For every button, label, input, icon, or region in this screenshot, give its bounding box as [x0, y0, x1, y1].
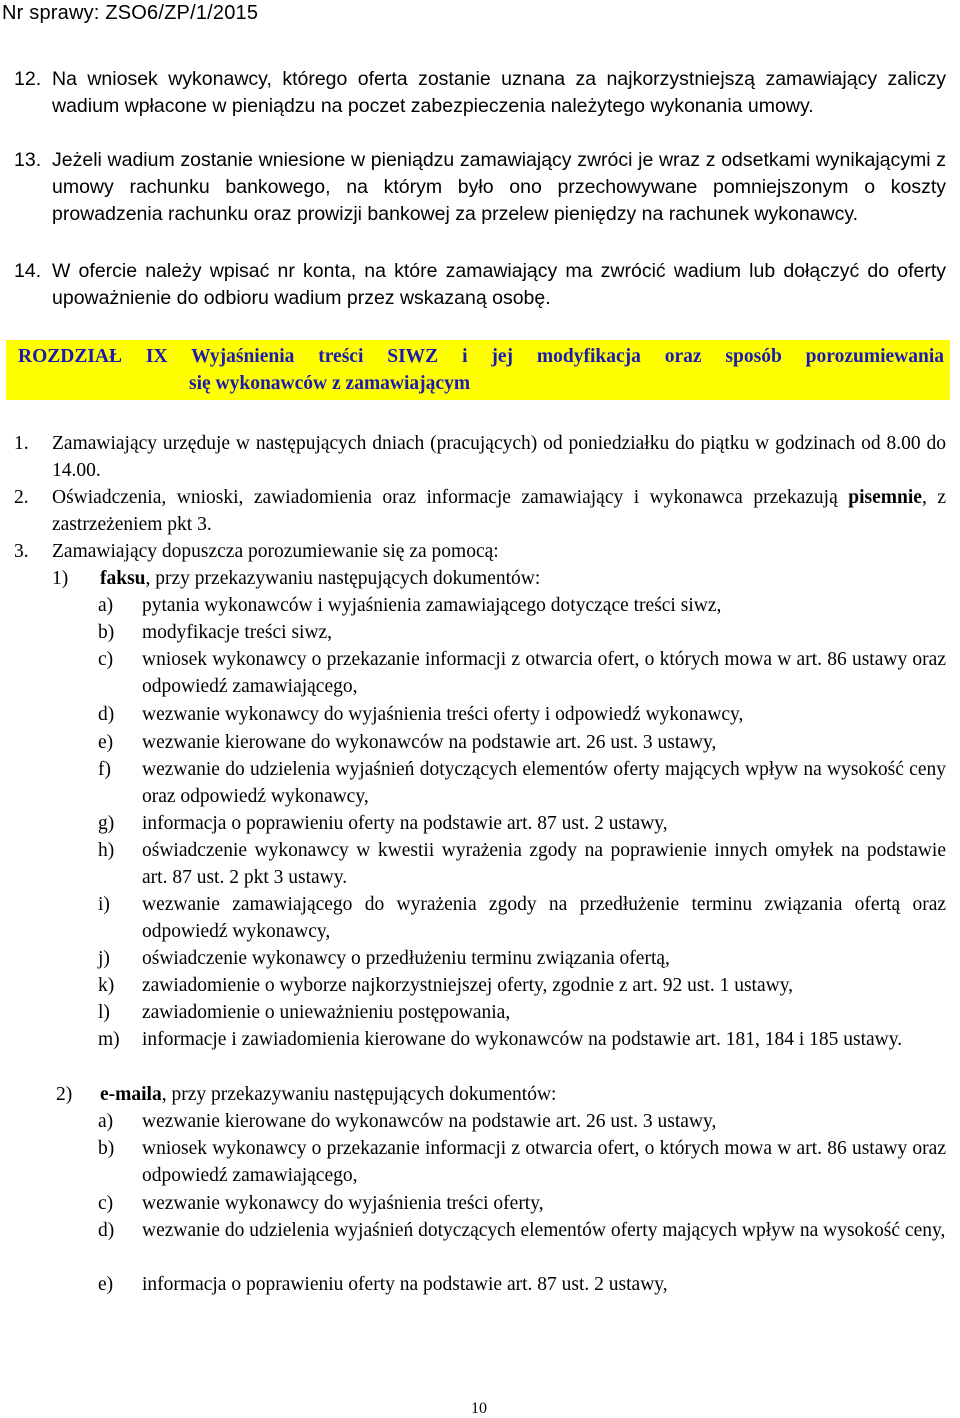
point-number: 1.: [14, 433, 29, 454]
item-letter: f): [98, 759, 111, 780]
item-letter: l): [98, 1002, 110, 1023]
point-number: 2.: [14, 487, 29, 508]
point-text: Zamawiający dopuszcza porozumiewanie się za pomocą:: [52, 541, 499, 562]
item-text: wniosek wykonawcy o przekazanie informacji z otwarcia ofert, o których mowa w art. 86 ustawy oraz odpowiedź zamawiającego,: [142, 649, 946, 697]
chapter-heading: [6, 340, 950, 400]
item-text: wniosek wykonawcy o przekazanie informacji z otwarcia ofert, o których mowa w art. 86 ustawy oraz odpowiedź zamawiającego,: [142, 1138, 946, 1186]
list-item: [14, 258, 946, 312]
item-number: 12.: [14, 68, 42, 90]
item-text: informacja o poprawieniu oferty na podstawie art. 87 ust. 2 ustawy,: [142, 813, 668, 834]
point-text: [52, 484, 946, 538]
list-item: [14, 147, 946, 228]
item-letter: k): [98, 975, 115, 996]
point-text: Zamawiający urzęduje w następujących dniach (pracujących) od poniedziałku do piątku w godzinach od 8.00 do 14.00.: [52, 433, 946, 481]
item-text: Na wniosek wykonawcy, którego oferta zostanie uznana za najkorzystniejszą zamawiający zaliczy wadium wpłacone w pieniądzu na poczet zabezpieczenia należytego wykonania umowy.: [52, 68, 946, 117]
item-letter: h): [98, 840, 115, 861]
item-text: W ofercie należy wpisać nr konta, na które zamawiający ma zwrócić wadium lub dołączyć do oferty upoważnienie do odbioru wadium przez wskazaną osobę.: [52, 260, 946, 309]
item-letter: g): [98, 813, 115, 834]
sub-text: [100, 1081, 946, 1108]
email-label: e-maila: [100, 1084, 162, 1105]
item-letter: a): [98, 595, 114, 616]
page-number: 10: [471, 1400, 487, 1417]
item-text: wezwanie wykonawcy do wyjaśnienia treści oferty,: [142, 1193, 544, 1214]
item-text: wezwanie kierowane do wykonawców na podstawie art. 26 ust. 3 ustawy,: [142, 732, 717, 753]
item-letter: a): [98, 1111, 114, 1132]
item-text: informacja o poprawieniu oferty na podstawie art. 87 ust. 2 ustawy,: [142, 1274, 668, 1295]
item-letter: b): [98, 1138, 115, 1159]
point-number: 3.: [14, 541, 29, 562]
item-text: oświadczenie wykonawcy w kwestii wyrażenia zgody na poprawienie innych omyłek na podstawie art. 87 ust. 2 pkt 3 ustawy.: [142, 840, 946, 888]
item-letter: e): [98, 732, 114, 753]
item-letter: c): [98, 1193, 114, 1214]
item-text: pytania wykonawców i wyjaśnienia zamawiającego dotyczące treści siwz,: [142, 595, 722, 616]
item-text: oświadczenie wykonawcy o przedłużeniu terminu związania ofertą,: [142, 948, 670, 969]
sub-number: 2): [56, 1084, 73, 1105]
point-text-part: Oświadczenia, wnioski, zawiadomienia oraz informacje zamawiający i wykonawca przekazują: [52, 487, 849, 508]
section-point-2: [14, 484, 946, 538]
item-letter: e): [98, 1274, 114, 1295]
item-text: wezwanie do udzielenia wyjaśnień dotyczących elementów oferty mających wpływ na wysokość ceny,: [142, 1220, 946, 1241]
email-rest: , przy przekazywaniu następujących dokumentów:: [161, 1084, 557, 1105]
item-letter: d): [98, 1220, 115, 1241]
item-letter: m): [98, 1029, 120, 1050]
item-text: modyfikacje treści siwz,: [142, 622, 333, 643]
list-item: [14, 66, 946, 120]
item-letter: b): [98, 622, 115, 643]
item-letter: d): [98, 704, 115, 725]
point-text-bold: pisemnie: [848, 487, 922, 508]
section-point-1: [14, 430, 946, 484]
item-text: wezwanie wykonawcy do wyjaśnienia treści oferty i odpowiedź wykonawcy,: [142, 704, 744, 725]
chapter-heading-line1: ROZDZIAŁ IX Wyjaśnienia treści SIWZ i jej modyfikacja oraz sposób porozumiewania: [18, 346, 944, 367]
sub-text: [100, 565, 946, 592]
item-text: Jeżeli wadium zostanie wniesione w pieniądzu zamawiający zwróci je wraz z odsetkami wynikającymi z umowy rachunku bankowego, na którym było ono przechowywane pomniejszonym o koszty prowadzenia rachunku oraz prowizji bankowej za przelew pieniędzy na rachunek wykonawcy.: [52, 149, 946, 225]
item-number: 13.: [14, 149, 42, 171]
item-text: zawiadomienie o unieważnieniu postępowania,: [142, 1002, 511, 1023]
item-text: wezwanie kierowane do wykonawców na podstawie art. 26 ust. 3 ustawy,: [142, 1111, 717, 1132]
point-text-part: , z zastrzeżeniem pkt 3.: [52, 487, 946, 535]
case-number-header: Nr sprawy: ZSO6/ZP/1/2015: [2, 2, 259, 24]
chapter-heading-line2: się wykonawców z zamawiającym: [189, 373, 471, 394]
item-number: 14.: [14, 260, 42, 282]
item-text: wezwanie do udzielenia wyjaśnień dotyczących elementów oferty mających wpływ na wysokość ceny oraz odpowiedź wykonawcy,: [142, 759, 946, 807]
item-text: wezwanie zamawiającego do wyrażenia zgody na przedłużenie terminu związania ofertą oraz odpowiedź wykonawcy,: [142, 894, 946, 942]
fax-label: faksu: [100, 568, 146, 589]
section-point-3: [14, 538, 946, 565]
item-letter: i): [98, 894, 110, 915]
sub-number: 1): [52, 568, 69, 589]
item-letter: c): [98, 649, 114, 670]
item-letter: j): [98, 948, 110, 969]
item-text: informacje i zawiadomienia kierowane do wykonawców na podstawie art. 181, 184 i 185 ustawy.: [142, 1029, 903, 1050]
item-text: zawiadomienie o wyborze najkorzystniejszej oferty, zgodnie z art. 92 ust. 1 ustawy,: [142, 975, 794, 996]
fax-rest: , przy przekazywaniu następujących dokumentów:: [145, 568, 541, 589]
